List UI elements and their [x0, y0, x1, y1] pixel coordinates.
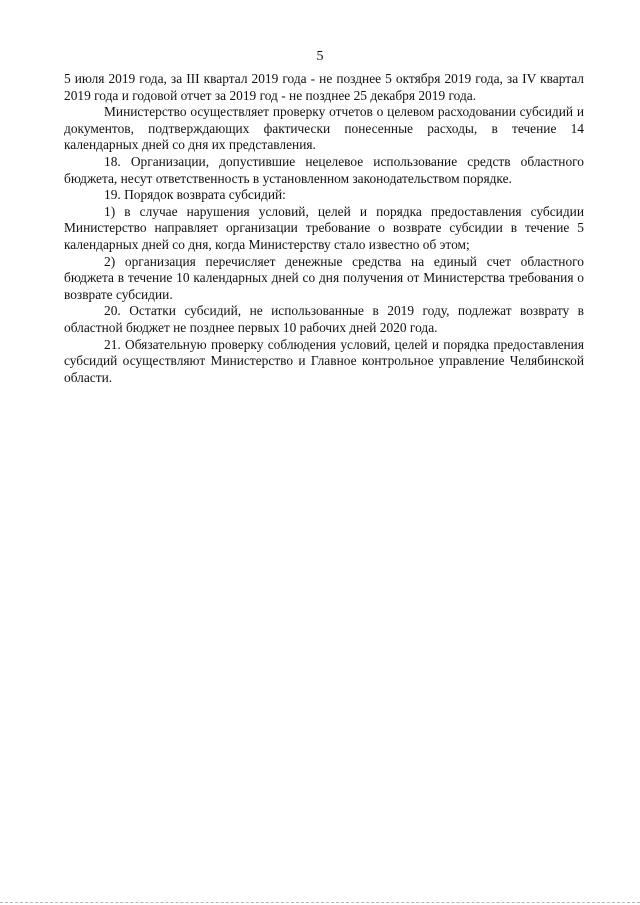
scan-bottom-edge	[0, 902, 640, 903]
paragraph-19-1-refund-demand: 1) в случае нарушения условий, целей и порядка предоставления субсидии Министерство направляет организации требование о возврате субсидии в течение 5 календарных дней со дня, когда Министерству стало известно об этом;	[64, 203, 584, 252]
paragraph-19-refund-procedure: 19. Порядок возврата субсидий:	[104, 187, 286, 203]
paragraph-ministry-verification: Министерство осуществляет проверку отчетов о целевом расходовании субсидий и документов, подтверждающих фактически понесенные расходы, в течение 14 календарных дней со дня их представления.	[64, 104, 584, 153]
paragraph-18-misuse-liability: 18. Организации, допустившие нецелевое использование средств областного бюджета, несут ответственность в установленном законодательством порядке.	[64, 153, 584, 186]
paragraph-report-deadlines: 5 июля 2019 года, за III квартал 2019 года - не позднее 5 октября 2019 года, за IV квартал 2019 года и годовой отчет за 2019 год - не позднее 25 декабря 2019 года.	[64, 71, 584, 103]
paragraph-19-2-refund-transfer: 2) организация перечисляет денежные средства на единый счет областного бюджета в течение 10 календарных дней со дня получения от Министерства требования о возврате субсидии.	[64, 253, 584, 302]
paragraph-21-mandatory-check: 21. Обязательную проверку соблюдения условий, целей и порядка предоставления субсидий осуществляют Министерство и Главное контрольное управление Челябинской области.	[64, 336, 584, 385]
page-number: 5	[316, 49, 324, 64]
document-body	[64, 71, 584, 386]
paragraph-20-unused-balances: 20. Остатки субсидий, не использованные в 2019 году, подлежат возврату в областной бюджет не позднее первых 10 рабочих дней 2020 года.	[64, 303, 584, 335]
